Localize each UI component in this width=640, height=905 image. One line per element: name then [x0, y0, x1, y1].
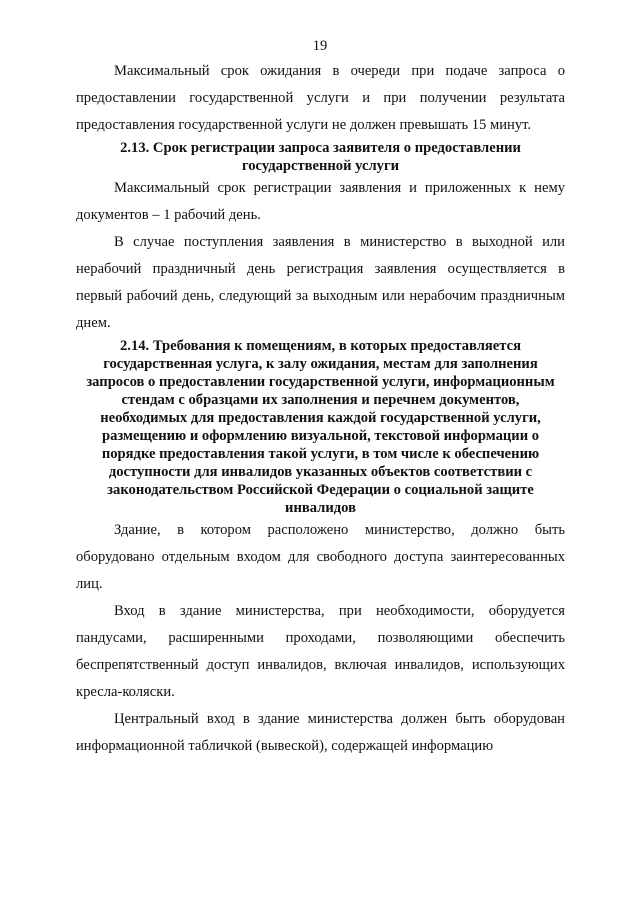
section-heading-2-13: 2.13. Срок регистрации запроса заявителя о предоставлении государственной услуги [120, 140, 521, 174]
paragraph-waiting-time: Максимальный срок ожидания в очереди при подаче запроса о предоставлении государственной услуги и при получении результата предоставления государственной услуги не должен превышать 15 минут. [76, 63, 565, 133]
section-heading-2-14: 2.14. Требования к помещениям, в которых предоставляется государственная услуга, к залу ожидания, местам для заполнения запросов о предоставлении государственной услуги, информационным стендам с образцами их заполнения и перечнем документов, необходимых для предоставления каждой государственной услуги, размещению и оформлению визуальной, текстовой информации о порядке предоставления такой услуги, в том числе к обеспечению доступности для инвалидов указанных объектов соответствии с законодательством Российской Федерации о социальной защите инвалидов [86, 338, 555, 516]
paragraph-registration-term: Максимальный срок регистрации заявления и приложенных к нему документов – 1 рабочий день. [76, 180, 565, 223]
paragraph-central-entrance-sign: Центральный вход в здание министерства должен быть оборудован информационной табличкой (вывеской), содержащей информацию [76, 711, 565, 754]
document-body [76, 58, 565, 760]
page-number: 19 [312, 38, 328, 54]
paragraph-building-entrance: Здание, в котором расположено министерство, должно быть оборудовано отдельным входом для свободного доступа заинтересованных лиц. [76, 522, 565, 592]
paragraph-ramps-access: Вход в здание министерства, при необходимости, оборудуется пандусами, расширенными проходами, позволяющими обеспечить беспрепятственный доступ инвалидов, включая инвалидов, использующих кресла-коляски. [76, 603, 565, 700]
paragraph-holiday-registration: В случае поступления заявления в министерство в выходной или нерабочий праздничный день регистрация заявления осуществляется в первый рабочий день, следующий за выходным или нерабочим праздничным днем. [76, 234, 565, 331]
